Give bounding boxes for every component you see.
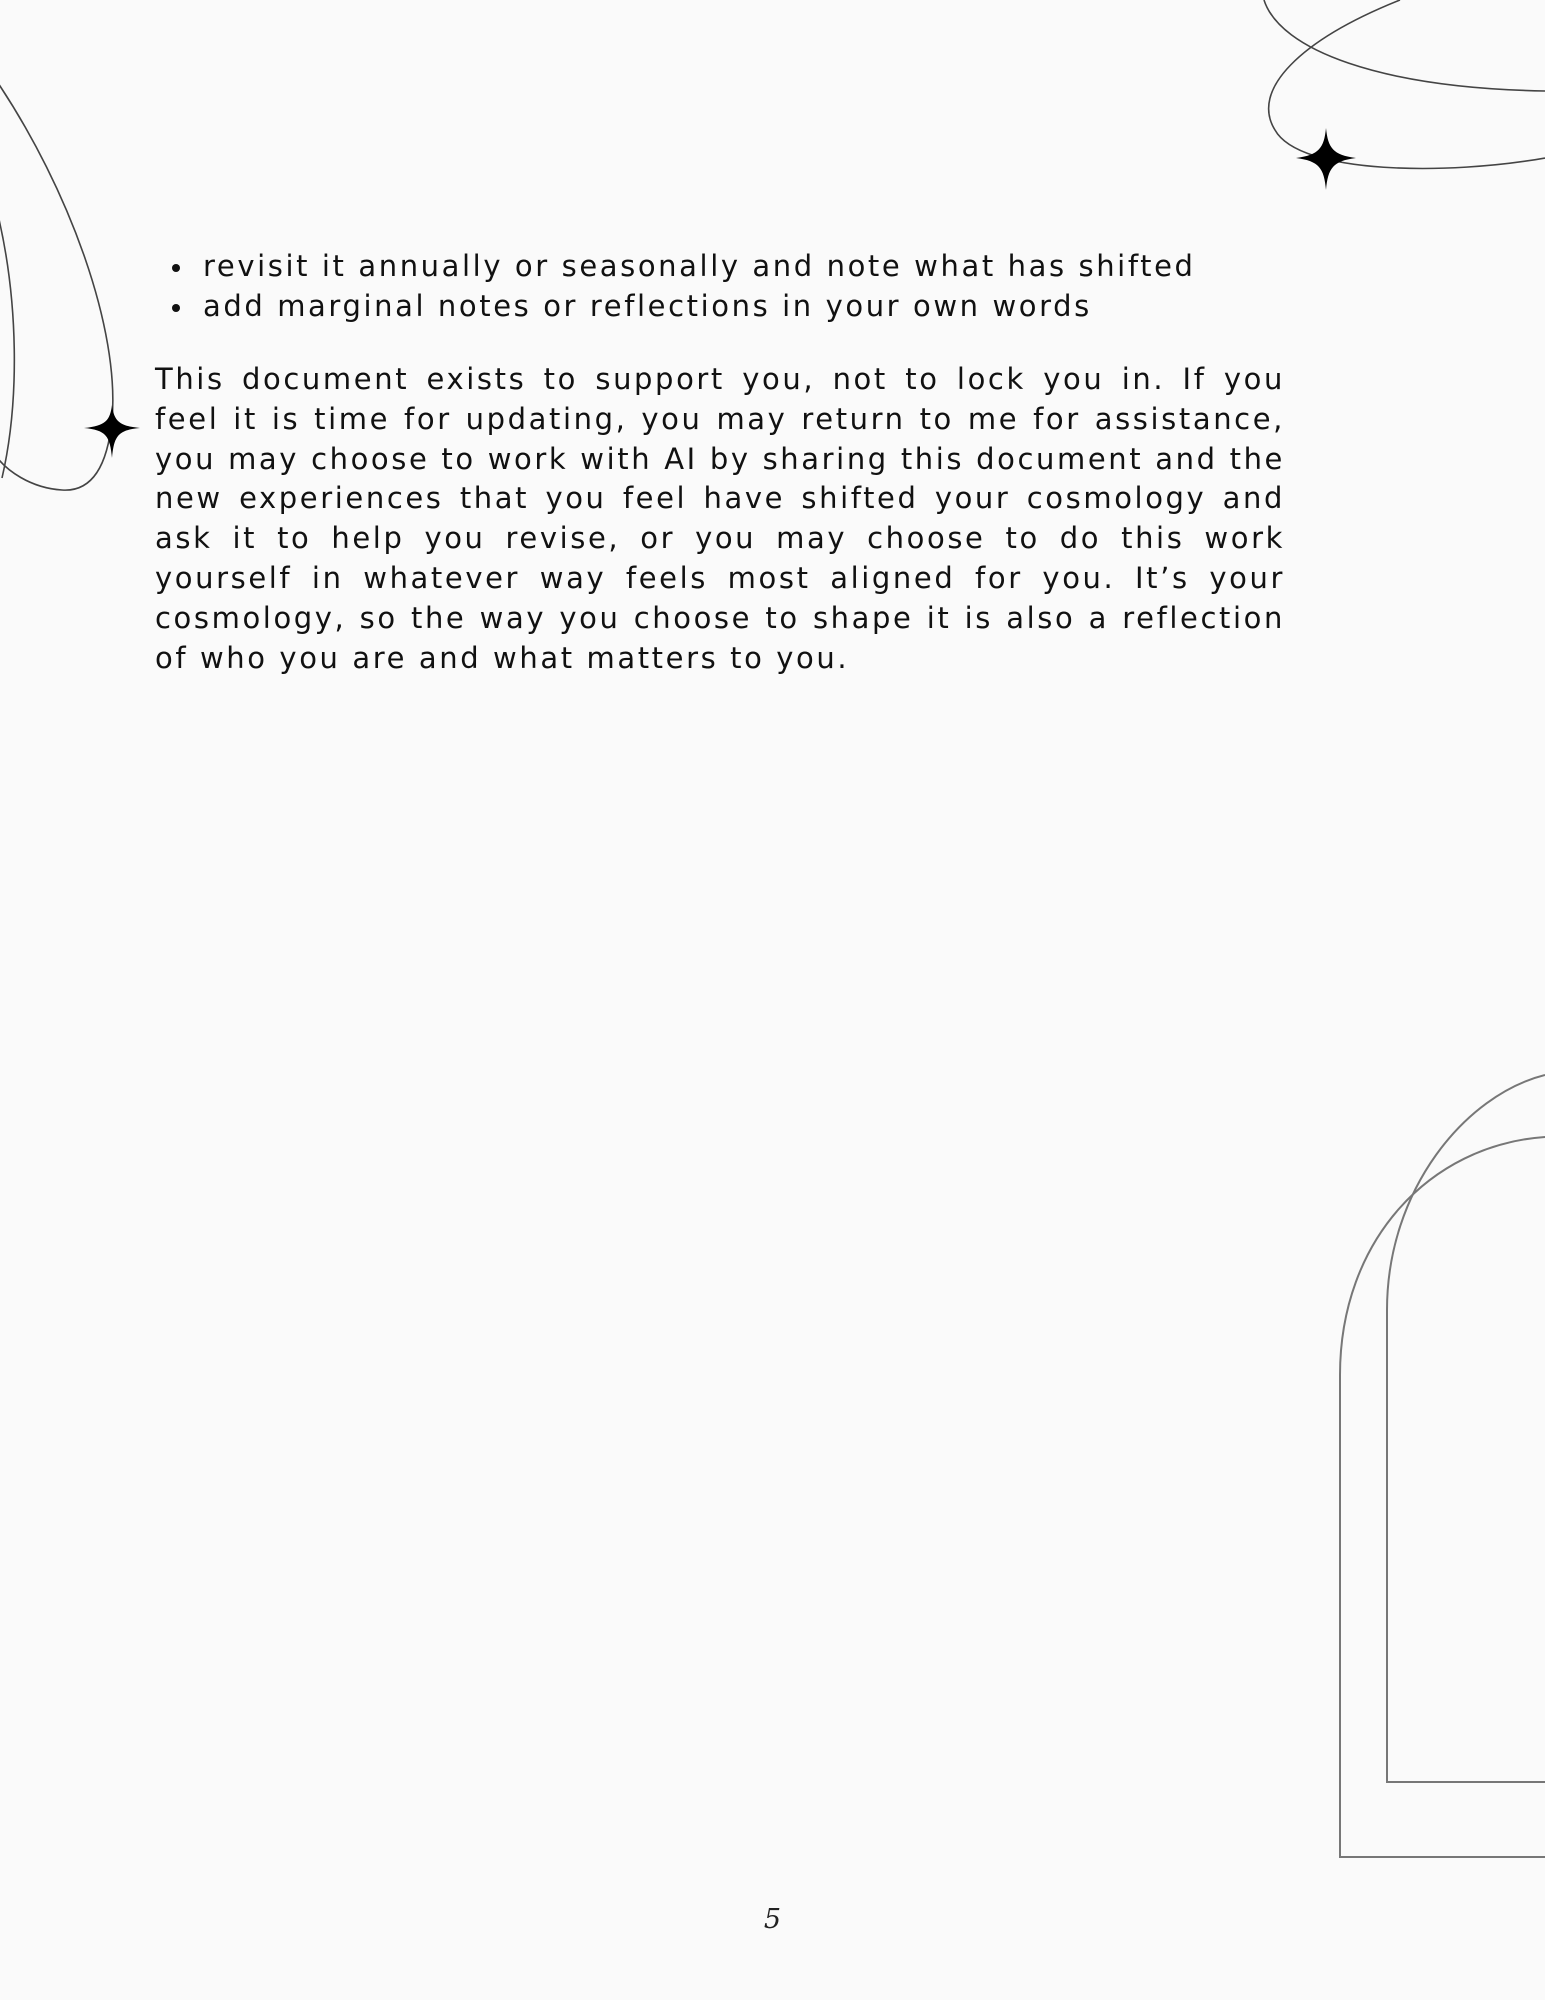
top-right-orbit-2 [1269, 0, 1545, 168]
arch-outlines [1340, 1075, 1545, 1857]
left-orbit-outer [0, 80, 113, 490]
arch-inner [1387, 1075, 1545, 1782]
document-body [155, 246, 1285, 678]
top-right-orbit-lines [1264, 0, 1545, 168]
left-orbit-inner [0, 215, 14, 478]
top-right-orbit-1 [1264, 0, 1545, 91]
arch-outer [1340, 1137, 1545, 1857]
sparkle-icon [1296, 128, 1356, 190]
left-orbit-lines [0, 80, 113, 490]
list-item: add marginal notes or reflections in your own words [155, 286, 1285, 326]
body-paragraph: This document exists to support you, not to lock you in. If you feel it is time for updating, you may return to me for assistance, you may choose to work with AI by sharing this document and the new experiences that you feel have shifted your cosmology and ask it to help you revise, or you may choose to do this work yourself in whatever way feels most aligned for you. It’s your cosmology, so the way you choose to shape it is also a reflection of who you are and what matters to you. [155, 362, 1285, 675]
sparkle-icon [84, 405, 140, 458]
page-number: 5 [763, 1904, 782, 1935]
list-item: revisit it annually or seasonally and note what has shifted [155, 246, 1285, 286]
bullet-list [155, 246, 1285, 326]
